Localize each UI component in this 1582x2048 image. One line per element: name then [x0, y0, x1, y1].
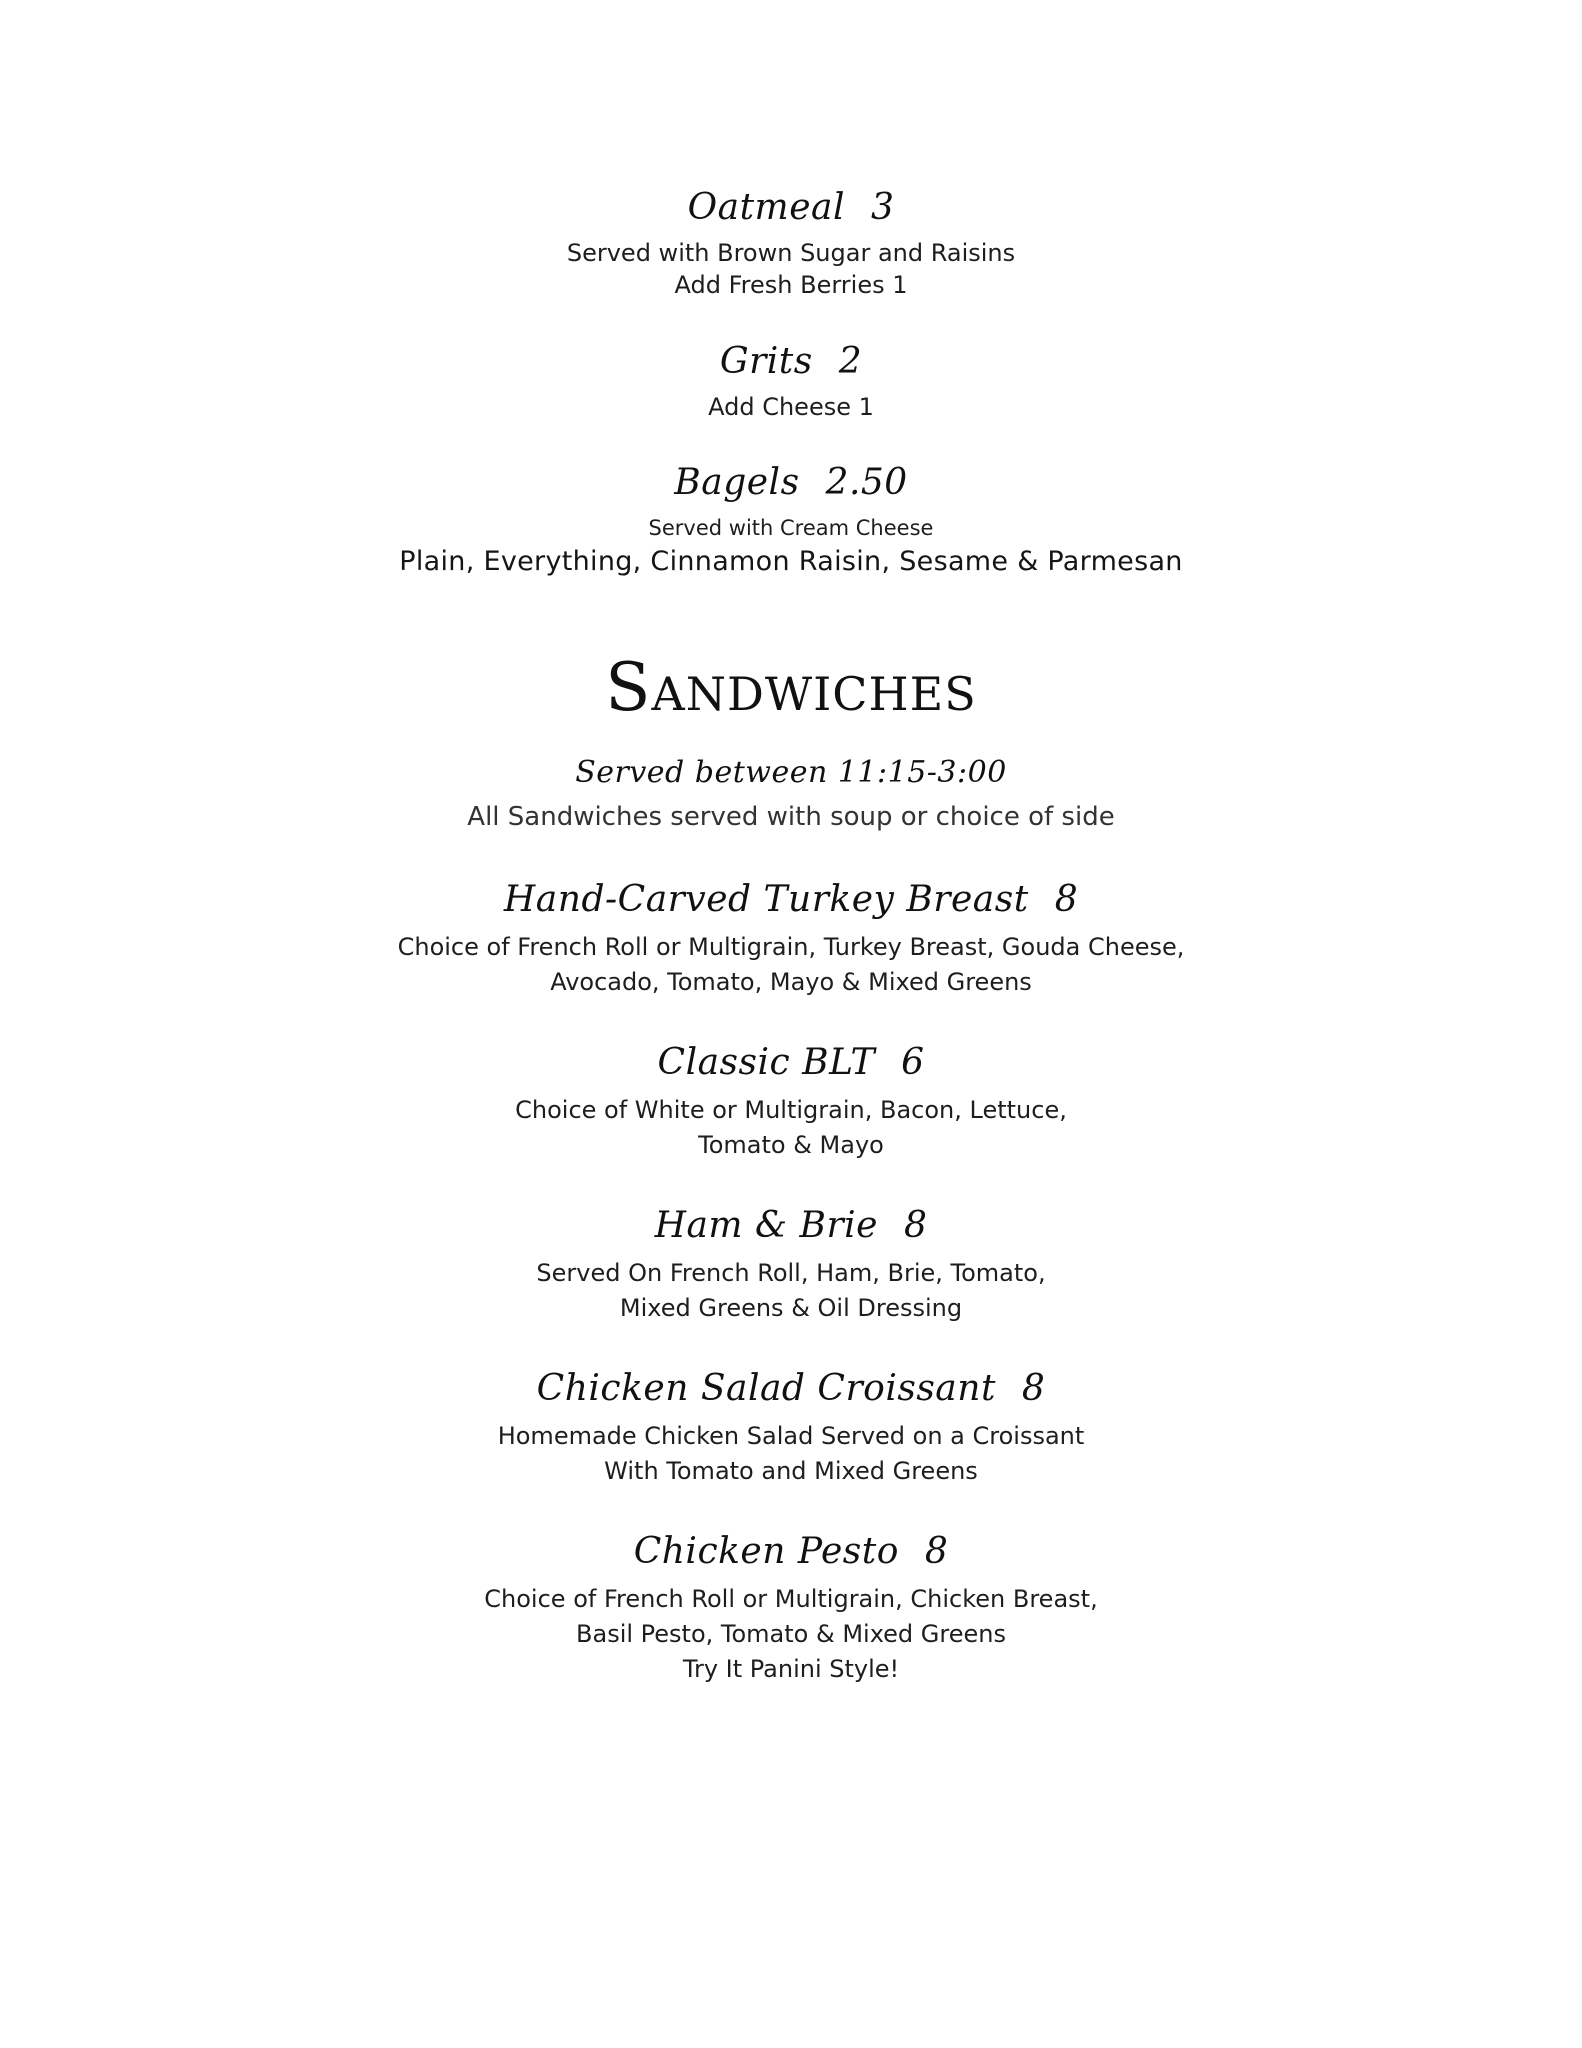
item-title-ham-brie: [0, 1205, 1582, 1246]
item-title-classic-blt: [0, 1042, 1582, 1083]
item-description: Choice of French Roll or Multigrain, Turkey Breast, Gouda Cheese,: [397, 933, 1185, 961]
item-price: 3: [870, 187, 895, 228]
item-description: Served with Cream Cheese: [648, 516, 934, 540]
item-title-chicken-salad-croissant: [0, 1368, 1582, 1409]
item-price: 8: [924, 1531, 949, 1572]
item-description: Basil Pesto, Tomato & Mixed Greens: [576, 1620, 1006, 1648]
item-name: Bagels: [674, 462, 800, 503]
item-description: Served On French Roll, Ham, Brie, Tomato,: [536, 1259, 1046, 1287]
item-description: Choice of White or Multigrain, Bacon, Lettuce,: [515, 1096, 1067, 1124]
section-title: Sandwiches: [605, 649, 977, 726]
section-note: All Sandwiches served with soup or choice of side: [467, 802, 1115, 832]
item-price: 2: [838, 341, 863, 382]
item-description: Choice of French Roll or Multigrain, Chicken Breast,: [484, 1585, 1098, 1613]
item-price: 6: [901, 1042, 925, 1083]
item-name: Oatmeal: [687, 187, 845, 228]
bagel-flavors: Plain, Everything, Cinnamon Raisin, Sesame & Parmesan: [399, 546, 1183, 577]
item-description: Mixed Greens & Oil Dressing: [619, 1294, 963, 1322]
item-title-bagels: [0, 462, 1582, 503]
item-title-grits: [0, 341, 1582, 382]
item-name: Chicken Pesto: [633, 1531, 899, 1572]
item-title-turkey-breast: [0, 879, 1582, 920]
item-name: Hand-Carved Turkey Breast: [503, 879, 1029, 920]
item-title-chicken-pesto: [0, 1531, 1582, 1572]
item-description: With Tomato and Mixed Greens: [604, 1457, 978, 1485]
item-name: Ham & Brie: [654, 1205, 878, 1246]
item-name: Chicken Salad Croissant: [536, 1368, 996, 1409]
item-description: Served with Brown Sugar and Raisins: [566, 239, 1016, 267]
item-name: Classic BLT: [657, 1042, 876, 1083]
section-hours: Served between 11:15-3:00: [575, 755, 1007, 790]
item-price: 8: [1054, 879, 1079, 920]
item-description: Add Fresh Berries 1: [674, 271, 908, 299]
item-price: 2.50: [825, 462, 908, 503]
item-title-oatmeal: [0, 187, 1582, 228]
item-description: Homemade Chicken Salad Served on a Croissant: [497, 1422, 1085, 1450]
item-description: Try It Panini Style!: [682, 1655, 900, 1683]
item-price: 8: [904, 1205, 928, 1246]
item-description: Add Cheese 1: [708, 393, 874, 421]
item-description: Avocado, Tomato, Mayo & Mixed Greens: [550, 968, 1032, 996]
item-price: 8: [1021, 1368, 1046, 1409]
item-name: Grits: [719, 341, 813, 382]
item-description: Tomato & Mayo: [698, 1131, 884, 1159]
